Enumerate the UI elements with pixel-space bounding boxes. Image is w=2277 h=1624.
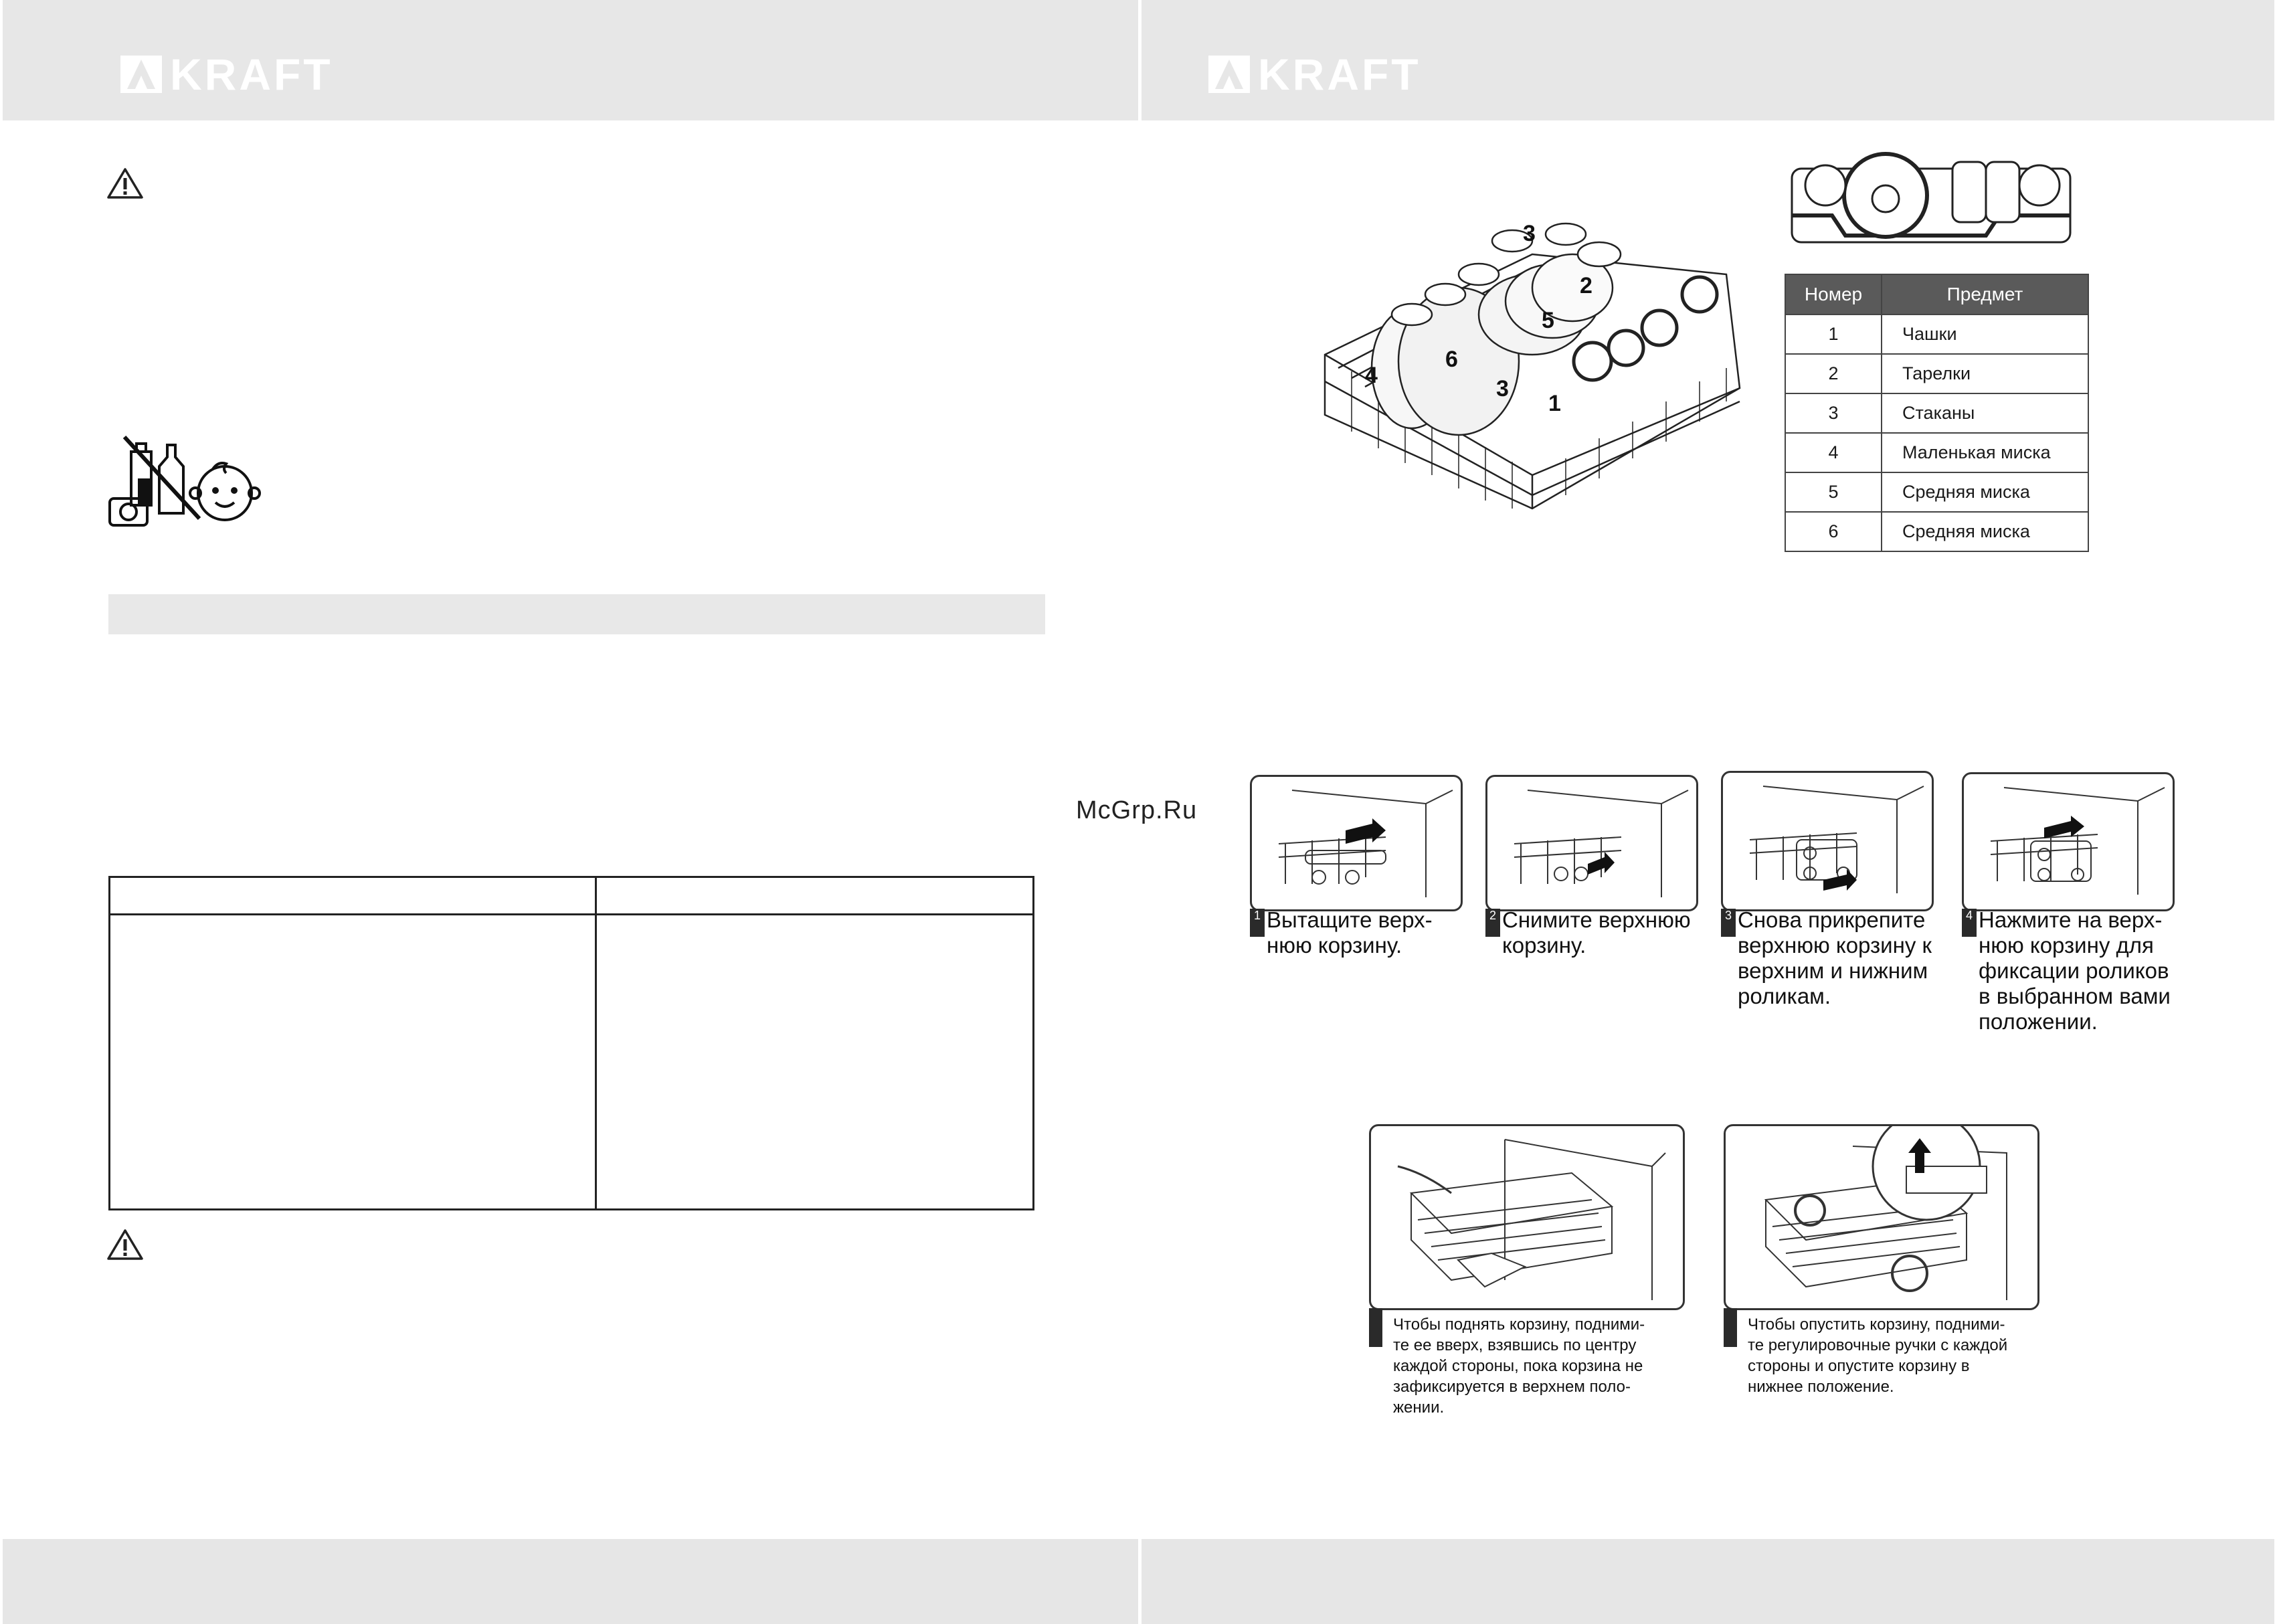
table-row (1785, 393, 2088, 433)
basket-callout-3: 3 (1523, 221, 1536, 246)
basket-callout-1: 1 (1548, 391, 1561, 416)
step-2-text: Снимите верхнюю корзину. (1502, 907, 1691, 958)
kraft-logo-icon (1208, 56, 1250, 93)
rail-roller-icon (1487, 777, 1696, 909)
keep-away-from-children-icon (106, 432, 268, 532)
column-header-item: Предмет (1882, 274, 2088, 314)
basket-callout-4: 4 (1365, 363, 1378, 388)
dish-items-table (1785, 274, 2089, 552)
brand-logo-right (1208, 50, 1421, 99)
item-number: 3 (1785, 393, 1882, 433)
right-page-footer (1142, 1539, 2274, 1624)
lower-basket-caption: Чтобы опустить корзину, подними- те регулировочные ручки с каждой стороны и опустите корзину в нижнее положение. (1748, 1316, 2008, 1396)
item-number: 4 (1785, 433, 1882, 472)
kraft-logo-icon (120, 56, 162, 93)
step-number: 4 (1962, 909, 1977, 937)
warning-icon (107, 167, 143, 199)
basket-callout-3b: 3 (1496, 376, 1509, 401)
item-number: 2 (1785, 354, 1882, 393)
item-name: Чашки (1882, 314, 2088, 354)
step-1-illustration (1250, 775, 1463, 911)
step-number: 3 (1721, 909, 1736, 937)
item-number: 5 (1785, 472, 1882, 512)
step-number: 2 (1485, 909, 1500, 937)
upper-basket-loading-illustration (1311, 201, 1753, 522)
basket-callout-5: 5 (1542, 308, 1554, 333)
basket-side-view-illustration (1785, 149, 2077, 249)
item-number: 1 (1785, 314, 1882, 354)
brand-name: KRAFT (1258, 50, 1421, 99)
rail-roller-icon (1964, 774, 2173, 909)
table-cell (596, 915, 1034, 1210)
step-1-text: Вытащите верх- нюю корзину. (1267, 907, 1433, 958)
basket-raise-icon (1371, 1126, 1683, 1308)
table-row (1785, 354, 2088, 393)
table-row (1785, 433, 2088, 472)
basket-callout-6: 6 (1445, 347, 1458, 372)
watermark: McGrp.Ru (1076, 796, 1198, 824)
lower-basket-illustration (1724, 1124, 2039, 1310)
rail-roller-icon (1252, 777, 1461, 909)
rail-roller-icon (1723, 773, 1932, 909)
left-info-table (108, 876, 1034, 1210)
item-number: 6 (1785, 512, 1882, 551)
brand-logo-left (120, 50, 333, 99)
brand-name: KRAFT (170, 50, 333, 99)
table-row (1785, 512, 2088, 551)
step-4-illustration (1962, 772, 2175, 911)
item-name: Средняя миска (1882, 512, 2088, 551)
step-number: 1 (1250, 909, 1265, 937)
step-3-text: Снова прикрепите верхнюю корзину к верхним и нижним роликам. (1738, 907, 1932, 1008)
basket-callout-2: 2 (1580, 273, 1592, 298)
basket-lower-icon (1726, 1126, 2037, 1308)
table-cell (110, 915, 596, 1210)
table-row (1785, 314, 2088, 354)
section-heading-bar (108, 594, 1045, 634)
warning-icon (107, 1229, 143, 1261)
table-header-cell (110, 877, 596, 915)
raise-basket-caption: Чтобы поднять корзину, подними- те ее вверх, взявшись по центру каждой стороны, пока корзина не зафиксируется в верхнем поло- жении. (1393, 1316, 1645, 1417)
table-header-cell (596, 877, 1034, 915)
step-4-text: Нажмите на верх- нюю корзину для фиксации роликов в выбранном вами положении. (1979, 907, 2171, 1034)
caption-marker (1369, 1308, 1382, 1347)
item-name: Тарелки (1882, 354, 2088, 393)
caption-marker (1724, 1308, 1737, 1347)
item-name: Стаканы (1882, 393, 2088, 433)
item-name: Маленькая миска (1882, 433, 2088, 472)
step-3-illustration (1721, 771, 1934, 911)
table-row (1785, 472, 2088, 512)
raise-basket-illustration (1369, 1124, 1685, 1310)
item-name: Средняя миска (1882, 472, 2088, 512)
left-page-footer (3, 1539, 1138, 1624)
column-header-number: Номер (1785, 274, 1882, 314)
step-2-illustration (1485, 775, 1698, 911)
